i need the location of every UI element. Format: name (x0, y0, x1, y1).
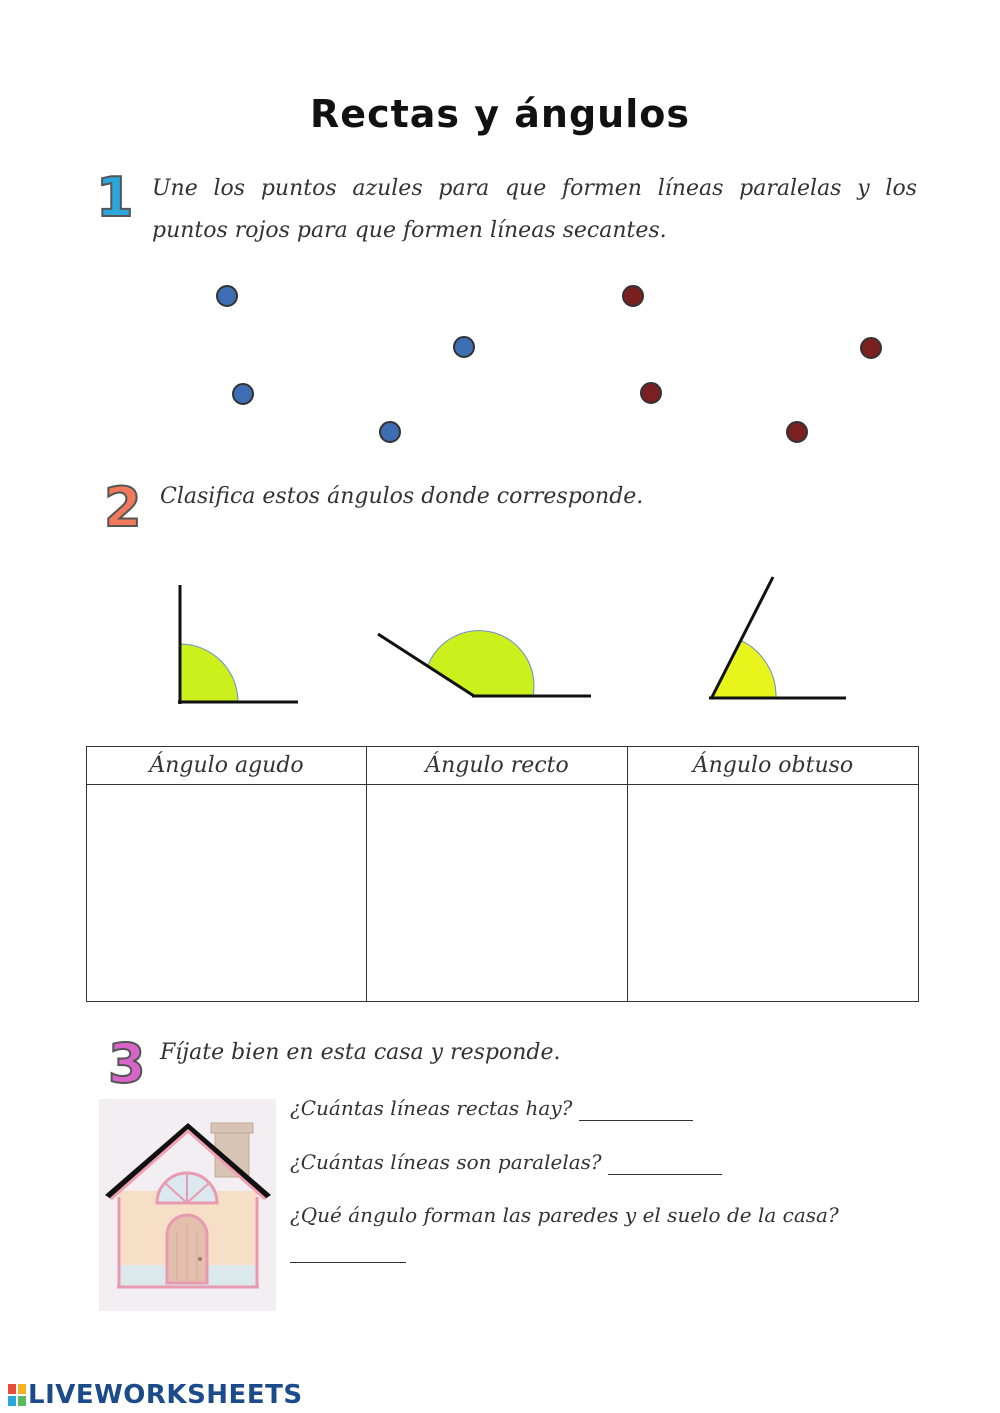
red-dot[interactable] (860, 337, 882, 359)
right-angle-figure[interactable] (178, 585, 298, 704)
section-3-instruction: Fíjate bien en esta casa y responde. (160, 1040, 561, 1065)
section-1-line-2: puntos rojos para que formen líneas secantes. (152, 218, 667, 243)
acute-angle-figure[interactable] (709, 577, 846, 699)
obtuse-angle-figure[interactable] (378, 631, 591, 696)
question-2-text: ¿Cuántas líneas son paralelas? (290, 1150, 602, 1174)
section-3-number: 3 (108, 1032, 146, 1095)
house-image (99, 1099, 276, 1311)
blue-dot[interactable] (379, 421, 401, 443)
drop-zone-acute[interactable] (87, 785, 367, 1002)
red-dot[interactable] (640, 382, 662, 404)
answer-1-field[interactable] (579, 1096, 693, 1121)
drop-zone-right[interactable] (367, 785, 628, 1002)
answer-2-field[interactable] (608, 1150, 722, 1175)
header-obtuse: Ángulo obtuso (627, 747, 918, 785)
header-acute: Ángulo agudo (87, 747, 367, 785)
classification-table (86, 746, 919, 1002)
logo-text: LIVEWORKSHEETS (28, 1380, 303, 1410)
blue-dot[interactable] (453, 336, 475, 358)
question-2 (290, 1150, 722, 1175)
question-1-text: ¿Cuántas líneas rectas hay? (290, 1096, 573, 1120)
section-1-number: 1 (96, 166, 134, 229)
page-title: Rectas y ángulos (310, 92, 690, 136)
angle-figures (0, 560, 1000, 720)
red-dot[interactable] (622, 285, 644, 307)
answer-3-field[interactable] (290, 1238, 406, 1263)
header-right: Ángulo recto (367, 747, 628, 785)
section-2-instruction: Clasifica estos ángulos donde corresponde. (160, 484, 644, 509)
logo-icon (8, 1383, 26, 1405)
blue-dot[interactable] (216, 285, 238, 307)
section-1-line-1: Une los puntos azules para que formen líneas paralelas y los (152, 176, 917, 201)
drop-zone-obtuse[interactable] (627, 785, 918, 1002)
red-dot[interactable] (786, 421, 808, 443)
question-3-text: ¿Qué ángulo forman las paredes y el suelo de la casa? (290, 1203, 839, 1227)
blue-dot[interactable] (232, 383, 254, 405)
liveworksheets-logo (8, 1380, 303, 1410)
question-1 (290, 1096, 693, 1121)
section-2-number: 2 (104, 476, 142, 539)
question-3-answer (290, 1238, 406, 1263)
